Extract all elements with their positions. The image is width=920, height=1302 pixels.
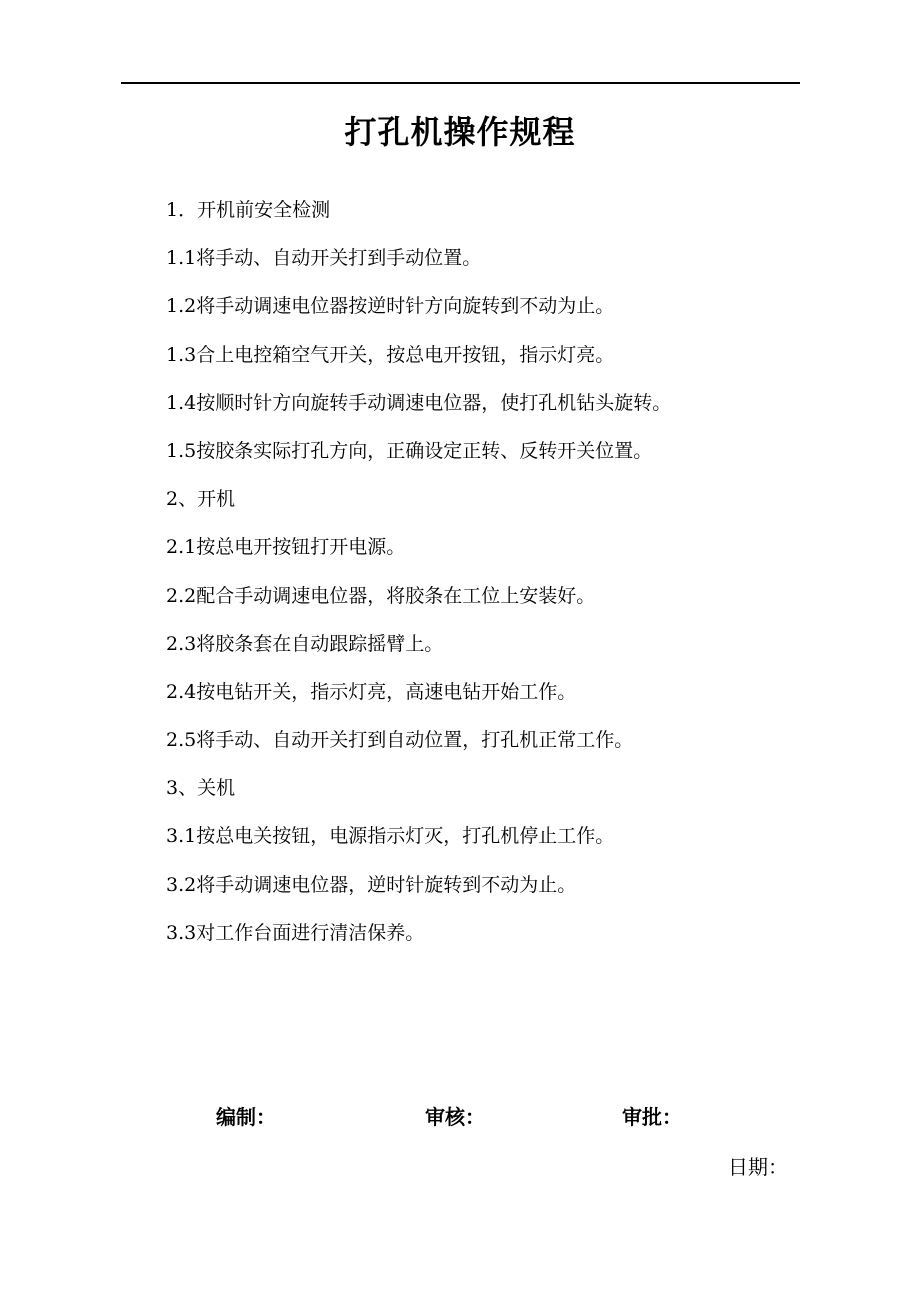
procedure-body xyxy=(166,186,806,957)
date-label: 日期： xyxy=(728,1155,788,1179)
procedure-step: 2.4按电钻开关，指示灯亮，高速电钻开始工作。 xyxy=(166,680,577,703)
procedure-step: 1.3合上电控箱空气开关，按总电开按钮，指示灯亮。 xyxy=(166,343,615,366)
procedure-step: 1.4按顺时针方向旋转手动调速电位器，使打孔机钻头旋转。 xyxy=(166,391,672,414)
procedure-step: 2.1按总电开按钮打开电源。 xyxy=(166,536,406,559)
procedure-step: 1.2将手动调速电位器按逆时针方向旋转到不动为止。 xyxy=(166,295,615,318)
reviewed-by-label: 审核： xyxy=(425,1105,485,1129)
signature-row xyxy=(0,1100,920,1134)
procedure-step: 2.2配合手动调速电位器，将胶条在工位上安装好。 xyxy=(166,584,596,607)
procedure-step: 1.5按胶条实际打孔方向，正确设定正转、反转开关位置。 xyxy=(166,439,653,462)
section-heading: 2、开机 xyxy=(166,488,236,511)
procedure-step: 2.5将手动、自动开关打到自动位置，打孔机正常工作。 xyxy=(166,729,634,752)
document-title: 打孔机操作规程 xyxy=(344,113,576,151)
procedure-step: 2.3将胶条套在自动跟踪摇臂上。 xyxy=(166,632,444,655)
procedure-step: 3.3对工作台面进行清洁保养。 xyxy=(166,921,425,944)
compiled-by-label: 编制： xyxy=(216,1105,276,1129)
section-heading: 3、关机 xyxy=(166,777,236,800)
header-rule xyxy=(121,82,800,84)
section-heading: 1．开机前安全检测 xyxy=(166,199,331,221)
procedure-step: 1.1将手动、自动开关打到手动位置。 xyxy=(166,247,482,270)
procedure-step: 3.2将手动调速电位器，逆时针旋转到不动为止。 xyxy=(166,873,577,896)
approved-by-label: 审批： xyxy=(622,1105,682,1129)
procedure-step: 3.1按总电关按钮，电源指示灯灭，打孔机停止工作。 xyxy=(166,825,615,848)
